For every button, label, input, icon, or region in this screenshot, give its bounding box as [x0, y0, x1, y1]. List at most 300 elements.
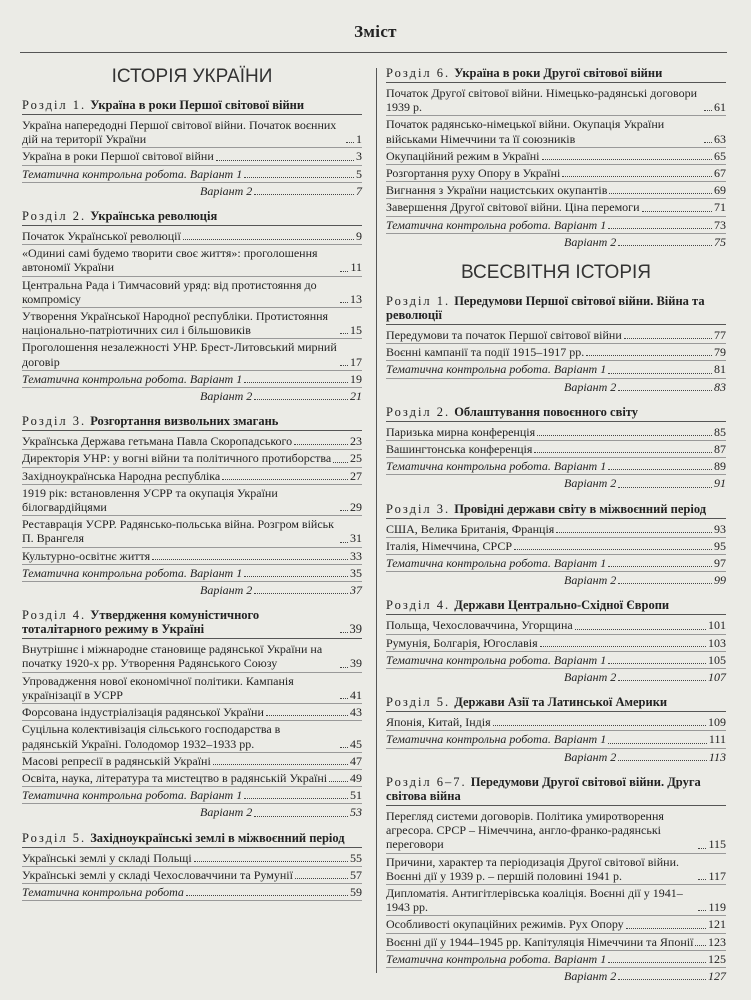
page-number: 73 — [714, 217, 726, 232]
entry-title: Польща, Чехословаччина, Угорщина — [386, 618, 573, 633]
section-title: Облаштування повоєнного світу — [454, 404, 639, 419]
section-label: Розділ 2. — [386, 404, 451, 419]
entry-title: Тематична контрольна робота. Варіант 1 — [386, 652, 607, 667]
entry-title: Варіант 2 — [564, 476, 617, 491]
toc-entry[interactable] — [22, 884, 362, 901]
leader-dots — [534, 452, 712, 453]
leader-dots — [704, 142, 712, 143]
leader-dots — [556, 532, 712, 533]
entry-title: Варіант 2 — [564, 234, 617, 249]
entry-title: Перегляд системи договорів. Політика умиротворення агресора. СРСР – Німеччина, англо-франко-радянські переговори — [386, 808, 664, 852]
page-number: 109 — [708, 715, 726, 730]
toc-entry[interactable] — [386, 458, 726, 475]
entry-title: Тематична контрольна робота. Варіант 1 — [22, 166, 243, 181]
section-heading[interactable] — [386, 695, 726, 712]
entry-title: Варіант 2 — [200, 389, 253, 404]
entry-title: Форсована індустріалізація радянської України — [22, 705, 264, 720]
page-number: 53 — [350, 805, 362, 820]
leader-dots — [624, 338, 712, 339]
leader-dots — [626, 928, 706, 929]
leader-dots — [698, 879, 706, 880]
toc-entry[interactable] — [386, 635, 726, 652]
toc-section — [386, 66, 726, 250]
section-heading[interactable] — [22, 209, 362, 226]
leader-dots — [575, 629, 706, 630]
section-label: Розділ 3. — [22, 414, 87, 429]
section-heading[interactable] — [22, 414, 362, 431]
toc-entry[interactable] — [386, 521, 726, 538]
entry-title: Масові репресії в радянській Україні — [22, 753, 211, 768]
entry-title: Румунія, Болгарія, Югославія — [386, 635, 538, 650]
leader-dots — [618, 979, 706, 980]
toc-entry[interactable] — [386, 424, 726, 441]
entry-title: Упровадження нової економічної політики. Кампанія українізації в УСРР — [22, 673, 294, 702]
leader-dots — [194, 861, 348, 862]
page-number: 13 — [350, 291, 362, 306]
section-heading[interactable] — [386, 502, 726, 519]
entry-title: Реставрація УСРР. Радянсько-польська війна. Розгром військ П. Врангеля — [22, 517, 334, 546]
toc-entry[interactable] — [386, 327, 726, 344]
section-heading[interactable] — [386, 775, 726, 806]
toc-section — [22, 209, 362, 404]
toc-entry[interactable] — [386, 85, 726, 116]
leader-dots — [608, 566, 712, 567]
page-number: 95 — [714, 538, 726, 553]
page-number: 49 — [350, 770, 362, 785]
toc-entry[interactable] — [386, 555, 726, 572]
toc-entry[interactable] — [386, 441, 726, 458]
leader-dots — [642, 211, 712, 212]
section-title: Провідні держави світу в міжвоєнний період — [454, 501, 707, 516]
section-title: Розгортання визвольних змагань — [90, 414, 279, 429]
toc-entry[interactable] — [22, 867, 362, 884]
toc-entry[interactable] — [386, 148, 726, 165]
entry-title: Японія, Китай, Індія — [386, 715, 491, 730]
page-number: 27 — [350, 468, 362, 483]
page-number: 21 — [350, 389, 362, 404]
leader-dots — [618, 245, 712, 246]
right-column — [386, 66, 726, 994]
toc-section — [386, 294, 726, 395]
section-heading[interactable] — [386, 405, 726, 422]
toc-section — [22, 831, 362, 902]
page-number: 75 — [714, 234, 726, 249]
toc-entry[interactable] — [386, 749, 726, 765]
leader-dots — [346, 142, 354, 143]
page-number: 79 — [714, 345, 726, 360]
toc-entry[interactable] — [386, 652, 726, 669]
toc-entry[interactable] — [22, 582, 362, 598]
leader-dots — [618, 583, 712, 584]
leader-dots — [254, 593, 348, 594]
toc-entry[interactable] — [22, 339, 362, 370]
leader-dots — [608, 228, 712, 229]
toc-entry[interactable] — [22, 641, 362, 672]
toc-entry[interactable] — [22, 468, 362, 485]
ukraine-history-title: ІСТОРІЯ УКРАЇНИ — [111, 66, 273, 87]
leader-dots — [244, 576, 348, 577]
section-title: Західноукраїнські землі в міжвоєнний період — [90, 830, 345, 845]
leader-dots — [618, 487, 712, 488]
page-number: 55 — [350, 850, 362, 865]
toc-entry[interactable] — [386, 885, 726, 916]
page-number: 3 — [356, 149, 362, 164]
leader-dots — [340, 333, 348, 334]
leader-dots — [618, 390, 712, 391]
toc-entry[interactable] — [386, 538, 726, 555]
section-heading[interactable] — [22, 98, 362, 115]
entry-title: Україна напередодні Першої світової війни. Початок воєнних дій на території України — [22, 118, 337, 147]
toc-entry[interactable] — [22, 228, 362, 245]
page-number: 31 — [350, 531, 362, 546]
entry-title: Західноукраїнська Народна республіка — [22, 468, 221, 483]
section-title: Українська революція — [90, 209, 218, 224]
toc-entry[interactable] — [386, 714, 726, 731]
leader-dots — [186, 895, 348, 896]
page-number: 39 — [349, 622, 362, 637]
section-heading[interactable] — [22, 831, 362, 848]
leader-dots — [254, 399, 348, 400]
leader-dots — [514, 549, 712, 550]
entry-title: Суцільна колективізація сільського господарства в радянській Україні. Голодомор 1932–1933 рр. — [22, 722, 281, 751]
entry-title: Директорія УНР: у вогні війни та політичного протиборства — [22, 451, 332, 466]
leader-dots — [244, 382, 348, 383]
world-history-title: ВСЕСВІТНЯ ІСТОРІЯ — [460, 262, 651, 284]
leader-dots — [698, 910, 706, 911]
toc-entry[interactable] — [22, 673, 362, 704]
leader-dots — [542, 159, 712, 160]
toc-entry[interactable] — [22, 166, 362, 183]
toc-entry[interactable] — [22, 753, 362, 770]
toc-entry[interactable] — [22, 704, 362, 721]
toc-entry[interactable] — [386, 934, 726, 951]
page-number: 15 — [350, 323, 362, 338]
toc-entry[interactable] — [22, 183, 362, 199]
entry-title: 1919 рік: встановлення УСРР та окупація України білогвардійцями — [22, 485, 278, 515]
toc-entry[interactable] — [386, 379, 726, 395]
toc-entry[interactable] — [22, 721, 362, 752]
page-title: Зміст — [354, 22, 397, 41]
entry-title: Тематична контрольна робота. Варіант 1 — [22, 788, 243, 803]
toc-entry[interactable] — [386, 808, 726, 854]
leader-dots — [698, 848, 706, 849]
entry-title: Варіант 2 — [200, 583, 253, 598]
section-heading[interactable] — [22, 608, 362, 639]
page-number: 87 — [714, 442, 726, 457]
left-column — [22, 66, 362, 911]
leader-dots — [608, 962, 706, 963]
page-number: 107 — [708, 670, 726, 685]
page-number: 45 — [350, 736, 362, 751]
entry-title: Тематична контрольна робота. Варіант 1 — [386, 951, 607, 966]
page-number: 91 — [714, 476, 726, 491]
toc-entry[interactable] — [386, 669, 726, 685]
page-number: 11 — [350, 260, 362, 275]
toc-entry[interactable] — [386, 854, 726, 885]
leader-dots — [183, 239, 354, 240]
page-number: 113 — [708, 749, 726, 764]
toc-entry[interactable] — [22, 565, 362, 582]
section-label: Розділ 5. — [386, 695, 451, 710]
page-number: 71 — [714, 200, 726, 215]
entry-title: Центральна Рада і Тимчасовий уряд: від протистояння до компромісу — [22, 277, 317, 306]
section-label: Розділ 3. — [386, 501, 451, 516]
section-label: Розділ 6. — [386, 66, 451, 80]
page-number: 85 — [714, 424, 726, 439]
toc-entry[interactable] — [22, 277, 362, 308]
toc-entry[interactable] — [386, 968, 726, 984]
page-number: 101 — [708, 618, 726, 633]
page-number: 5 — [356, 166, 362, 181]
entry-title: Передумови та початок Першої світової війни — [386, 328, 622, 343]
leader-dots — [586, 355, 712, 356]
entry-title: Вашингтонська конференція — [386, 442, 533, 457]
section-label: Розділ 4. — [386, 598, 451, 613]
toc-entry[interactable] — [22, 388, 362, 404]
leader-dots — [222, 479, 348, 480]
section-label: Розділ 6–7. — [386, 774, 467, 789]
leader-dots — [340, 667, 348, 668]
page-number: 41 — [350, 687, 362, 702]
toc-entry[interactable] — [386, 951, 726, 968]
section-heading[interactable] — [386, 598, 726, 615]
toc-entry[interactable] — [386, 572, 726, 588]
entry-title: Початок радянсько-німецької війни. Окупація України військами Німеччини та її союзників — [386, 117, 665, 146]
entry-title: Окупаційний режим в Україні — [386, 148, 540, 163]
page-number: 35 — [350, 565, 362, 580]
leader-dots — [340, 698, 348, 699]
column-divider — [376, 68, 377, 973]
leader-dots — [340, 632, 348, 633]
right-sections-a — [386, 66, 726, 250]
page-number: 19 — [350, 371, 362, 386]
page-number: 39 — [350, 656, 362, 671]
leader-dots — [216, 160, 354, 161]
page-number: 59 — [350, 884, 362, 899]
toc-entry[interactable] — [386, 165, 726, 182]
page-number: 89 — [714, 459, 726, 474]
leader-dots — [608, 469, 712, 470]
entry-title: Тематична контрольна робота. Варіант 1 — [22, 371, 243, 386]
section-title: Держави Центрально-Східної Європи — [454, 598, 670, 613]
page-number: 123 — [708, 934, 726, 949]
toc-entry[interactable] — [386, 217, 726, 234]
section-title: Україна в роки Другої світової війни — [454, 66, 663, 80]
toc-entry[interactable] — [22, 245, 362, 276]
entry-title: Розгортання руху Опору в Україні — [386, 166, 561, 181]
entry-title: Проголошення незалежності УНР. Брест-Литовський мирний договір — [22, 340, 337, 369]
page-number: 17 — [350, 354, 362, 369]
leader-dots — [340, 302, 348, 303]
page-number: 83 — [714, 379, 726, 394]
page-number: 61 — [714, 100, 726, 115]
leader-dots — [608, 743, 707, 744]
section-label: Розділ 1. — [386, 294, 451, 309]
leader-dots — [608, 663, 706, 664]
section-label: Розділ 2. — [22, 209, 87, 224]
leader-dots — [340, 365, 348, 366]
leader-dots — [329, 781, 348, 782]
page-number: 51 — [350, 788, 362, 803]
toc-section — [22, 414, 362, 598]
page-number: 63 — [714, 131, 726, 146]
toc-entry[interactable] — [22, 804, 362, 820]
toc-entry[interactable] — [22, 548, 362, 565]
entry-title: Варіант 2 — [200, 805, 253, 820]
toc-entry[interactable] — [386, 731, 726, 748]
page-number: 93 — [714, 521, 726, 536]
leader-dots — [608, 373, 712, 374]
page-number: 81 — [714, 362, 726, 377]
leader-dots — [254, 194, 354, 195]
entry-title: Воєнні дії у 1944–1945 рр. Капітуляція Німеччини та Японії — [386, 934, 694, 949]
toc-entry[interactable] — [22, 308, 362, 339]
leader-dots — [537, 435, 712, 436]
leader-dots — [254, 816, 348, 817]
leader-dots — [695, 945, 706, 946]
page-number: 65 — [714, 148, 726, 163]
toc-entry[interactable] — [22, 450, 362, 467]
right-sections-b — [386, 294, 726, 984]
page-number: 97 — [714, 556, 726, 571]
entry-title: Причини, характер та періодизація Другої світової війни. Воєнні дії у 1939 р. – першій половині 1941 р. — [386, 854, 680, 883]
entry-title: Внутрішнє і міжнародне становище радянської України на початку 1920-х рр. Утворення Радянського Союзу — [22, 642, 323, 671]
entry-title: Варіант 2 — [564, 379, 617, 394]
toc-entry[interactable] — [22, 485, 362, 516]
toc-entry[interactable] — [22, 787, 362, 804]
leader-dots — [340, 747, 348, 748]
toc-section — [386, 405, 726, 492]
entry-title: Варіант 2 — [564, 573, 617, 588]
page-number: 117 — [708, 868, 726, 883]
section-heading[interactable] — [386, 66, 726, 83]
page-number: 7 — [356, 183, 362, 198]
toc-entry[interactable] — [386, 344, 726, 361]
leader-dots — [266, 715, 348, 716]
leader-dots — [562, 176, 712, 177]
entry-title: Варіант 2 — [564, 749, 617, 764]
entry-title: Тематична контрольна робота. Варіант 1 — [386, 362, 607, 377]
toc-entry[interactable] — [22, 850, 362, 867]
toc-entry[interactable] — [22, 516, 362, 547]
page-number: 23 — [350, 434, 362, 449]
section-heading[interactable] — [386, 294, 726, 325]
toc-entry[interactable] — [386, 916, 726, 933]
toc-entry[interactable] — [386, 199, 726, 216]
leader-dots — [295, 878, 348, 879]
entry-title: Вигнання з України нацистських окупантів — [386, 183, 608, 198]
page-number: 77 — [714, 328, 726, 343]
section-label: Розділ 1. — [22, 98, 87, 112]
entry-title: Воєнні кампанії та події 1915–1917 рр. — [386, 345, 585, 360]
toc-entry[interactable] — [386, 234, 726, 250]
leader-dots — [340, 510, 348, 511]
entry-title: Тематична контрольна робота. Варіант 1 — [22, 565, 243, 580]
toc-entry[interactable] — [22, 117, 362, 148]
entry-title: Варіант 2 — [200, 183, 253, 198]
entry-title: Україна в роки Першої світової війни — [22, 149, 214, 164]
leader-dots — [340, 542, 348, 543]
entry-title: Завершення Другої світової війни. Ціна перемоги — [386, 200, 640, 215]
toc-entry[interactable] — [386, 182, 726, 199]
entry-title: Тематична контрольна робота. Варіант 1 — [386, 556, 607, 571]
page-number: 47 — [350, 753, 362, 768]
toc-section — [386, 775, 726, 984]
leader-dots — [540, 646, 706, 647]
entry-title: Паризька мирна конференція — [386, 424, 536, 439]
leader-dots — [340, 271, 348, 272]
leader-dots — [609, 193, 712, 194]
page-number: 111 — [708, 732, 726, 747]
page-number: 43 — [350, 705, 362, 720]
entry-title: Освіта, наука, література та мистецтво в радянській Україні — [22, 770, 328, 785]
entry-title: Тематична контрольна робота. Варіант 1 — [386, 217, 607, 232]
toc-entry[interactable] — [22, 148, 362, 165]
toc-entry[interactable] — [22, 371, 362, 388]
toc-section — [386, 695, 726, 765]
entry-title: Дипломатія. Антигітлерівська коаліція. Воєнні дії у 1941–1943 рр. — [386, 885, 683, 915]
entry-title: Тематична контрольна робота. Варіант 1 — [386, 459, 607, 474]
section-title: Держави Азії та Латинської Америки — [454, 695, 668, 710]
entry-title: «Одиниі самі будемо творити своє життя»: проголошення автономії України — [22, 246, 318, 275]
entry-title: Особливості окупаційних режимів. Рух Опору — [386, 917, 624, 932]
page-number: 1 — [356, 132, 362, 147]
section-title: Україна в роки Першої світової війни — [90, 98, 305, 112]
left-sections — [22, 98, 362, 901]
toc-section — [22, 98, 362, 199]
section-label: Розділ 4. — [22, 608, 87, 623]
page-number: 127 — [708, 968, 726, 983]
toc-entry[interactable] — [386, 617, 726, 634]
page-number: 67 — [714, 166, 726, 181]
toc-entry[interactable] — [386, 116, 726, 147]
toc-section — [386, 598, 726, 685]
toc-entry[interactable] — [386, 361, 726, 378]
toc-section — [22, 608, 362, 820]
page-number: 121 — [708, 917, 726, 932]
leader-dots — [493, 725, 706, 726]
leader-dots — [294, 444, 348, 445]
page-number: 69 — [714, 183, 726, 198]
entry-title: Початок Української революції — [22, 229, 181, 244]
leader-dots — [704, 110, 712, 111]
toc-entry[interactable] — [22, 433, 362, 450]
entry-title: Утворення Української Народної республіки. Протистояння національно-патріотичних сил і більшовиків — [22, 309, 329, 338]
section-label: Розділ 5. — [22, 830, 87, 845]
page-number: 105 — [708, 652, 726, 667]
entry-title: Варіант 2 — [564, 670, 617, 685]
toc-entry[interactable] — [386, 475, 726, 491]
page-number: 119 — [708, 900, 726, 915]
entry-title: Українська Держава гетьмана Павла Скоропадського — [22, 434, 293, 449]
page-number: 25 — [350, 451, 362, 466]
header-rule — [20, 52, 727, 53]
entry-title: США, Велика Британія, Франція — [386, 521, 555, 536]
page-number: 125 — [708, 951, 726, 966]
page-number: 57 — [350, 867, 362, 882]
entry-title: Тематична контрольна робота. Варіант 1 — [386, 732, 607, 747]
section-title: Утвердження комуністичного тоталітарного режиму в Україні — [22, 608, 260, 637]
page-number: 103 — [708, 635, 726, 650]
section-title: Передумови Другої світової війни. Друга світова війна — [386, 774, 701, 803]
entry-title: Варіант 2 — [564, 968, 617, 983]
page-number: 115 — [708, 837, 726, 852]
entry-title: Українські землі у складі Чехословаччини та Румунії — [22, 867, 293, 882]
leader-dots — [244, 177, 354, 178]
leader-dots — [213, 764, 348, 765]
entry-title: Початок Другої світової війни. Німецько-радянські договори 1939 р. — [386, 86, 698, 115]
toc-entry[interactable] — [22, 770, 362, 787]
